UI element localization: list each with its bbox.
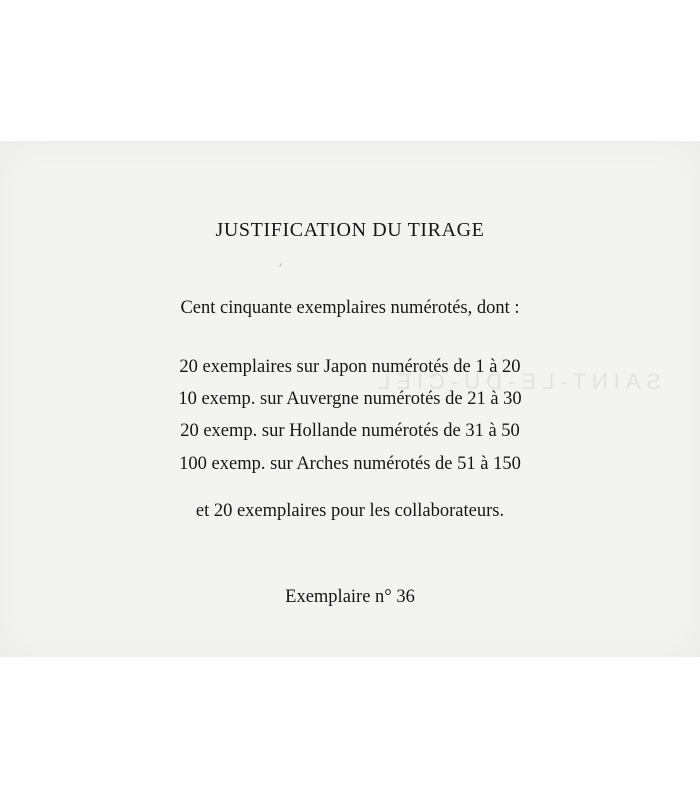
edition-line-arches: 100 exemp. sur Arches numérotés de 51 à 150 <box>179 454 521 474</box>
edition-line-japon: 20 exemplaires sur Japon numérotés de 1 à 20 <box>179 357 521 377</box>
paper-sheet <box>0 141 700 657</box>
closing-line: et 20 exemplaires pour les collaborateurs. <box>195 501 505 521</box>
show-through-text: SAINT-LE-DU-CIEL <box>372 369 662 394</box>
intro-line: Cent cinquante exemplaires numérotés, dont : <box>180 298 520 318</box>
copy-number: Exemplaire n° 36 <box>285 587 415 607</box>
page-title: JUSTIFICATION DU TIRAGE <box>215 219 485 241</box>
edition-line-hollande: 20 exemp. sur Hollande numérotés de 31 à 50 <box>180 421 520 441</box>
paper-speck <box>279 263 282 267</box>
edition-line-auvergne: 10 exemp. sur Auvergne numérotés de 21 à 30 <box>178 389 522 409</box>
